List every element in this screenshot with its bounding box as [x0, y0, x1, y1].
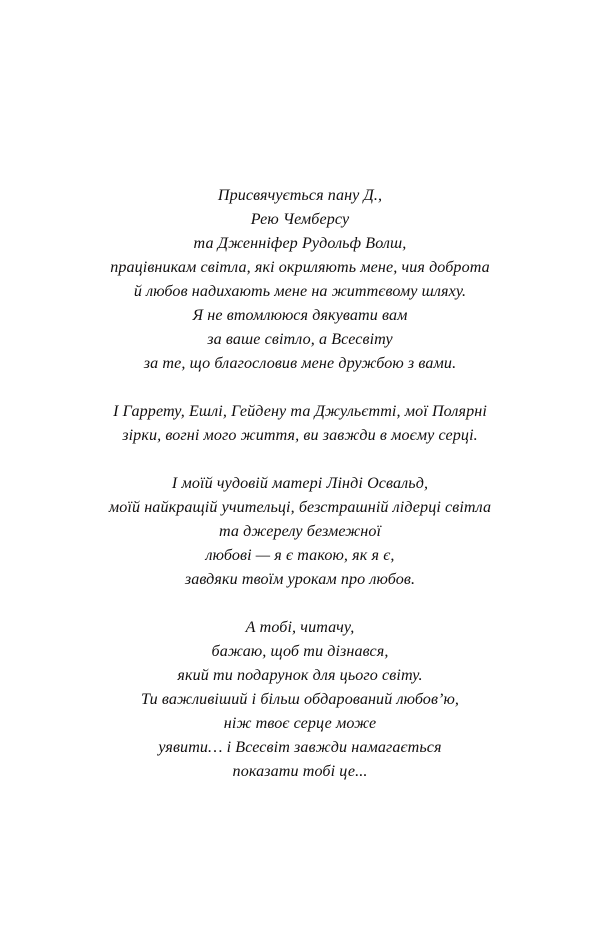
dedication-paragraph-4	[70, 616, 530, 784]
dedication-line: завдяки твоїм урокам про любов.	[184, 571, 416, 588]
dedication-line: за ваше світло, а Всесвіту	[207, 331, 393, 348]
dedication-paragraph-2	[70, 400, 530, 448]
dedication-line: за те, що благословив мене дружбою з вами.	[143, 355, 457, 372]
dedication-text-block	[70, 184, 530, 784]
dedication-line: Я не втомлююся дякувати вам	[192, 307, 408, 324]
dedication-line: любові — я є такою, як я є,	[205, 547, 395, 564]
dedication-line: та джерелу безмежної	[218, 523, 382, 540]
dedication-line: Ти важливіший і більш обдарований любов’ю,	[140, 691, 460, 708]
dedication-line: Присвячується пану Д.,	[217, 187, 383, 204]
dedication-line: зірки, вогні мого життя, ви завжди в моєму серці.	[122, 427, 478, 444]
dedication-line: показати тобі це...	[232, 763, 368, 780]
dedication-line: який ти подарунок для цього світу.	[177, 667, 423, 684]
dedication-line: працівникам світла, які окриляють мене, чия доброта	[110, 259, 490, 276]
dedication-line: та Дженніфер Рудольф Волш,	[193, 235, 407, 252]
dedication-line: й любов надихають мене на життєвому шляху.	[133, 283, 467, 300]
dedication-line: Рею Чемберсу	[250, 211, 350, 228]
dedication-line: уявити… і Всесвіт завжди намагається	[158, 739, 442, 756]
dedication-paragraph-1	[70, 184, 530, 376]
dedication-line: бажаю, щоб ти дізнався,	[211, 643, 389, 660]
dedication-line: моїй найкращій учительці, безстрашній лідерці світла	[108, 499, 492, 516]
dedication-paragraph-3	[70, 472, 530, 592]
dedication-line: І Гаррету, Ешлі, Гейдену та Джульєтті, мої Полярні	[113, 403, 487, 420]
dedication-line: ніж твоє серце може	[223, 715, 377, 732]
dedication-line: А тобі, читачу,	[245, 619, 355, 636]
dedication-line: І моїй чудовій матері Лінді Освальд,	[171, 475, 429, 492]
